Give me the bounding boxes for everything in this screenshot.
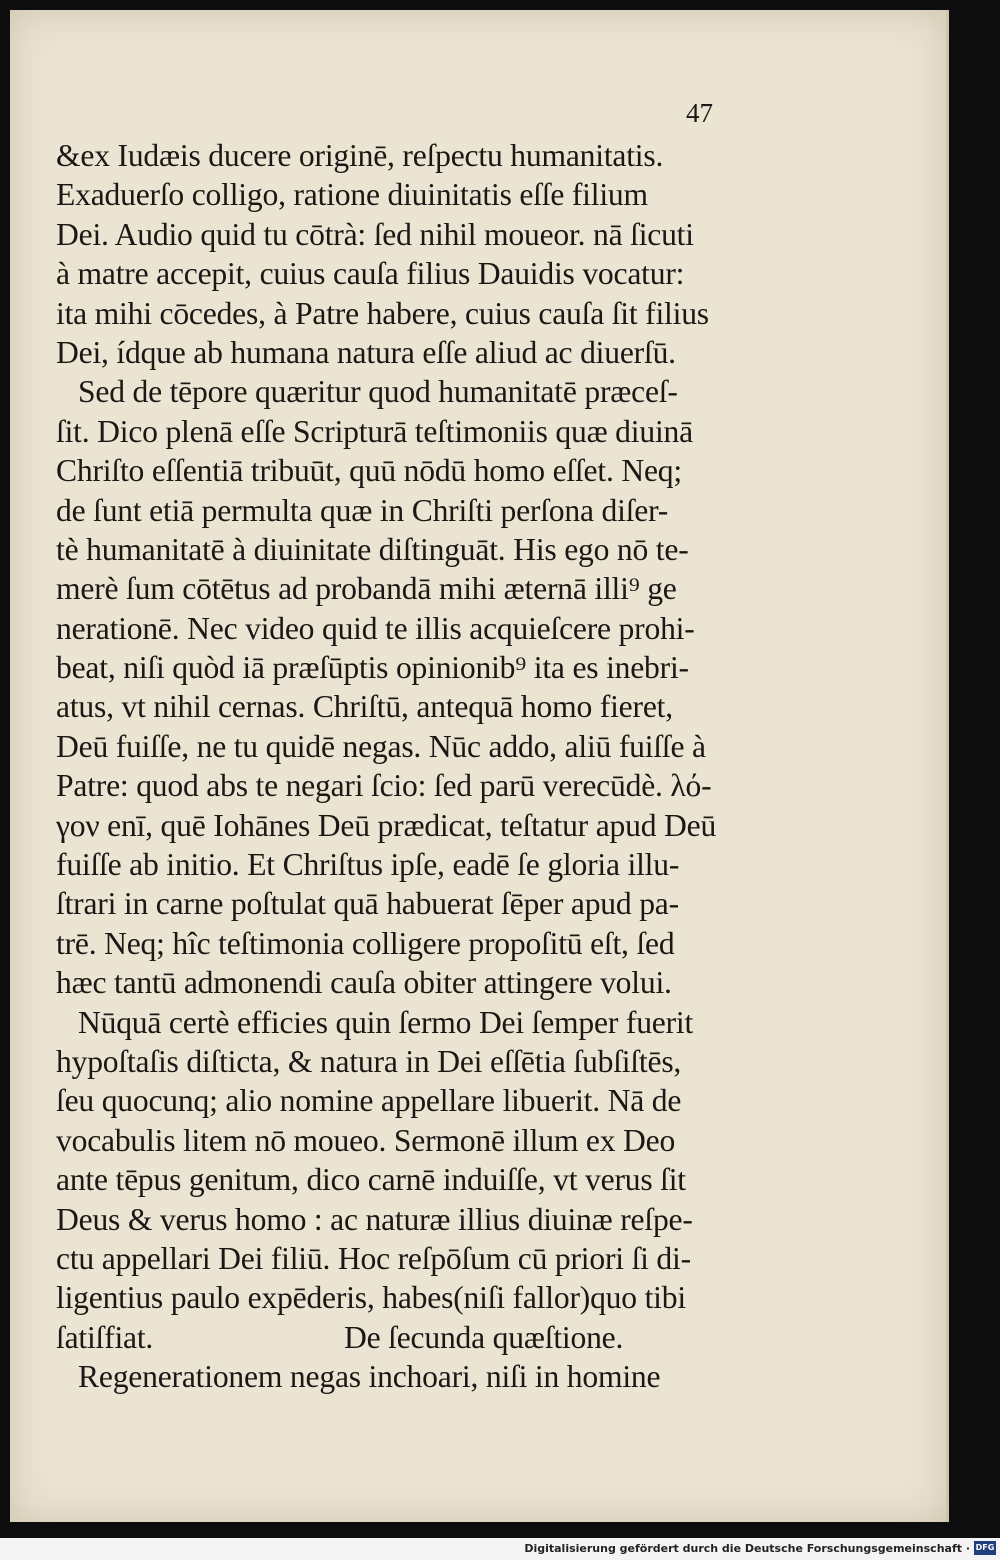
text-line: de ſunt etiā permulta quæ in Chriſti perſona diſer- (56, 492, 669, 528)
text-line: Nūquā certè efficies quin ſermo Dei ſemper fuerit (78, 1004, 694, 1040)
page-number: 47 (686, 98, 713, 128)
text-line: γον enī, quē Iohānes Deū prædicat, teſtatur apud Deū (56, 807, 717, 843)
text-line: Sed de tēpore quæritur quod humanitatē præceſ- (78, 374, 678, 410)
text-line: Dei, ídque ab humana natura eſſe aliud ac diuerſū. (56, 334, 676, 370)
text-line: ctu appellari Dei filiū. Hoc reſpōſum cū priori ſi di- (56, 1240, 691, 1276)
text-line: ſeu quocunq; alio nomine appellare libuerit. Nā de (56, 1083, 682, 1119)
text-line: trē. Neq; hîc teſtimonia colligere propoſitū eſt, ſed (56, 925, 675, 961)
body-text (56, 136, 736, 1397)
text-line: Deus & verus homo : ac naturæ illius diuinæ reſpe- (56, 1201, 693, 1237)
text-line-end: ſatiſfiat. (56, 1319, 154, 1355)
text-line (56, 1318, 736, 1357)
dfg-logo: DFG (974, 1541, 996, 1555)
text-line: atus, vt nihil cernas. Chriſtū, antequā homo fieret, (56, 689, 673, 725)
text-line: nerationē. Nec video quid te illis acquieſcere prohi- (56, 610, 695, 646)
text-line: ligentius paulo expēderis, habes(niſi fallor)quo tibi (56, 1280, 686, 1316)
funding-credit: Digitalisierung gefördert durch die Deutsche Forschungsgemeinschaft · (524, 1542, 970, 1555)
text-line: &ex Iudæis ducere originē, reſpectu humanitatis. (56, 138, 664, 173)
text-line: hæc tantū admonendi cauſa obiter attingere volui. (56, 965, 672, 1001)
text-line: Chriſto eſſentiā tribuūt, quū nōdū homo eſſet. Neq; (56, 453, 682, 489)
text-line: fuiſſe ab initio. Et Chriſtus ipſe, eadē ſe gloria illu- (56, 847, 680, 883)
text-line: vocabulis litem nō moueo. Sermonē illum ex Deo (56, 1122, 676, 1158)
text-line: beat, niſi quòd iā præſūptis opinionib⁹ ita es inebri- (56, 650, 689, 686)
text-line: Regenerationem negas inchoari, niſi in homine (78, 1359, 661, 1395)
text-line: Exaduerſo colligo, ratione diuinitatis eſſe filium (56, 177, 648, 213)
book-page (10, 10, 949, 1522)
text-line: hypoſtaſis diſticta, & natura in Dei eſſētia ſubſiſtēs, (56, 1043, 682, 1079)
text-line: Dei. Audio quid tu cōtrà: ſed nihil moueor. nā ſicuti (56, 216, 694, 252)
text-line: Deū fuiſſe, ne tu quidē negas. Nūc addo, aliū fuiſſe à (56, 728, 706, 764)
text-line: tè humanitatē à diuinitate diſtinguāt. His ego nō te- (56, 531, 689, 567)
section-heading: De ſecunda quæſtione. (344, 1319, 624, 1355)
text-line: ita mihi cōcedes, à Patre habere, cuius cauſa ſit filius (56, 295, 709, 331)
text-line: ſit. Dico plenā eſſe Scripturā teſtimoniis quæ diuinā (56, 413, 693, 449)
text-line: ſtrari in carne poſtulat quā habuerat ſēper apud pa- (56, 886, 679, 922)
text-line: merè ſum cōtētus ad probandā mihi æternā illi⁹ ge (56, 571, 677, 607)
text-line: à matre accepit, cuius cauſa filius Dauidis vocatur: (56, 256, 685, 292)
text-line: ante tēpus genitum, dico carnē induiſſe, vt verus ſit (56, 1162, 686, 1198)
text-line: Patre: quod abs te negari ſcio: ſed parū verecūdè. λό- (56, 768, 712, 804)
